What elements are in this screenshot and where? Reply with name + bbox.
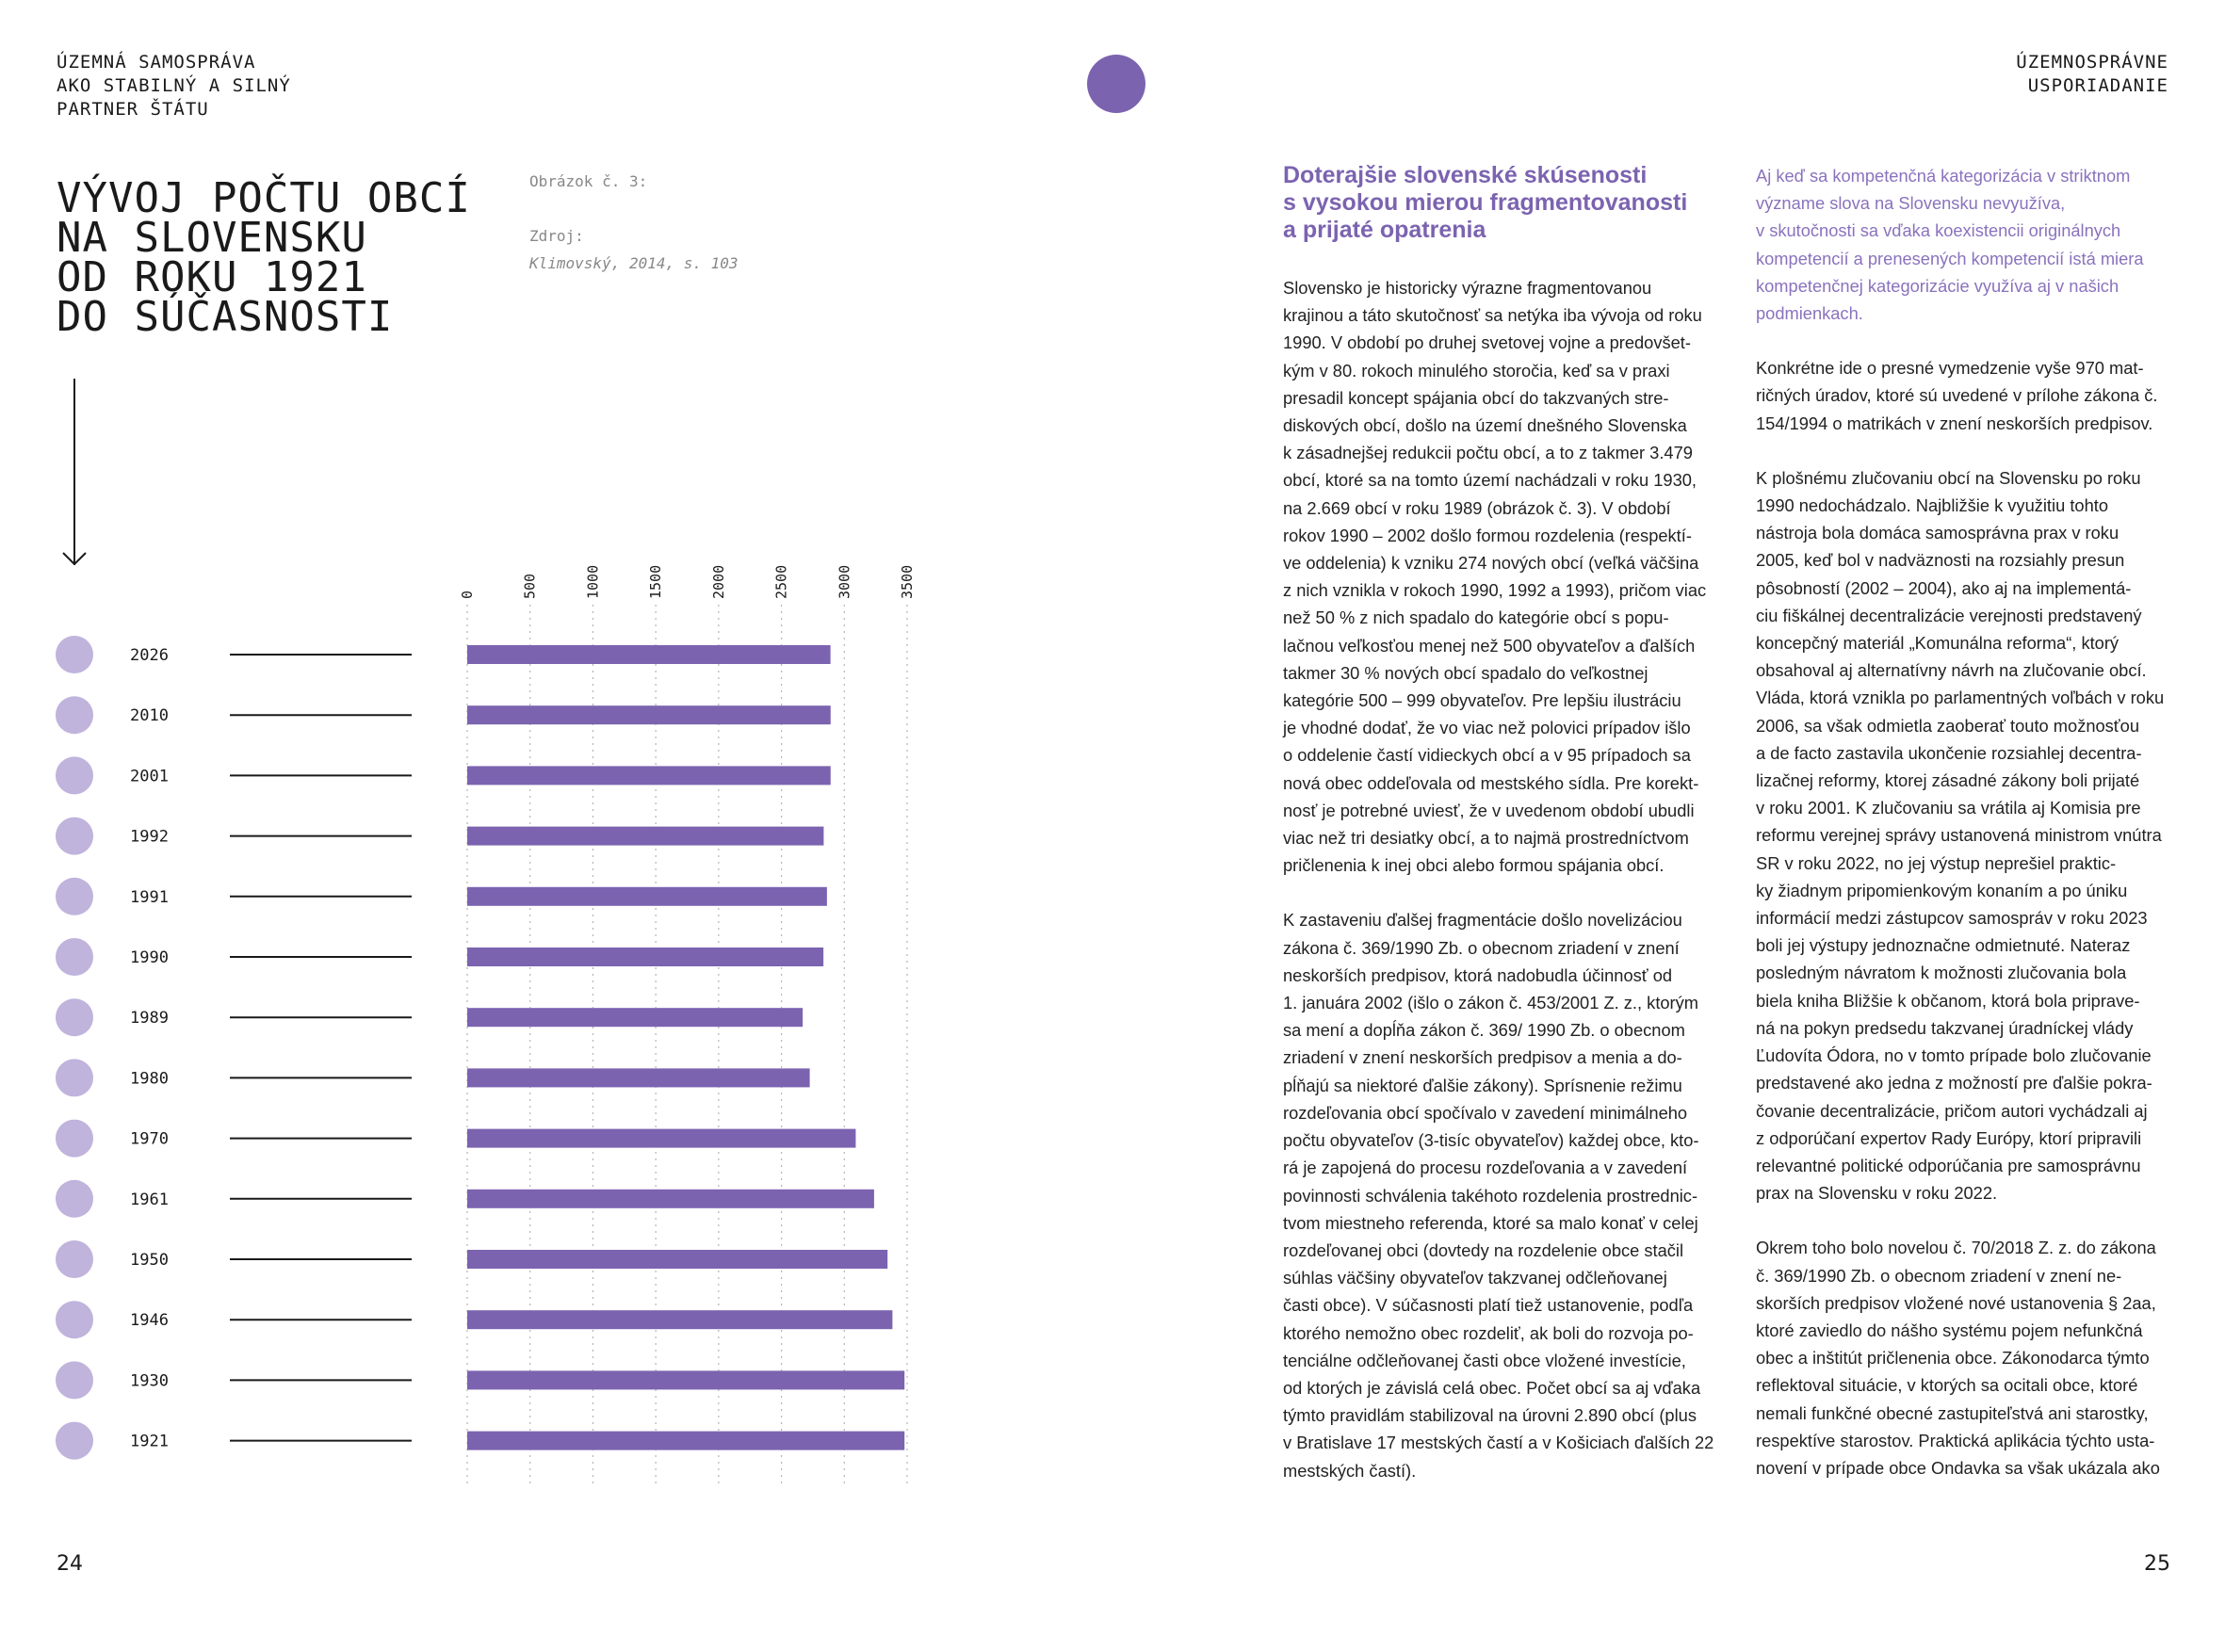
text-line: Okrem toho bolo novelou č. 70/2018 Z. z. do zákona — [1756, 1238, 2156, 1258]
category-label: 2026 — [130, 646, 169, 665]
text-line: kompetenčnej kategorizácie využíva aj v našich — [1756, 275, 2119, 296]
bar — [467, 887, 827, 906]
category-label: 2010 — [130, 706, 169, 726]
category-label: 1961 — [130, 1190, 169, 1209]
text-line: nosť je potrebné uviesť, že v uvedenom období ubudli — [1283, 800, 1695, 820]
text-line: a de facto zastavila ukončenie rozsiahlej decentra- — [1756, 742, 2142, 763]
row-marker-circle — [56, 1422, 93, 1460]
text-line: 154/1994 o matrikách v znení neskorších predpisov. — [1756, 413, 2153, 433]
text-line: reformu verejnej správy ustanovená ministrom vnútra — [1756, 825, 2162, 846]
text-line: K plošnému zlučovaniu obcí na Slovensku po roku — [1756, 467, 2141, 488]
text-line: ktorého nemožno obec rozdeliť, ak boli do rozvoja po- — [1283, 1322, 1694, 1343]
text-line: reflektoval situácie, v ktorých sa ocitali obce, ktoré — [1756, 1375, 2138, 1396]
text-line: obsahoval aj alternatívny návrh na zlučovanie obcí. — [1756, 660, 2147, 681]
text-line: v roku 2001. K zlučovaniu sa vrátila aj Komisia pre — [1756, 798, 2141, 818]
category-label: 1921 — [130, 1432, 169, 1451]
category-label: 1950 — [130, 1251, 169, 1270]
text-line: Konkrétne ide o presné vymedzenie vyše 970 mat- — [1756, 358, 2144, 379]
text-line: krajinou a táto skutočnosť sa netýka iba vývoja od roku — [1283, 305, 1702, 326]
header-line: ÚZEMNOSPRÁVNE — [2016, 52, 2168, 73]
text-line: 1. januára 2002 (išlo o zákon č. 453/2001 Z. z., ktorým — [1283, 993, 1699, 1013]
text-line: lačnou veľkosťou menej než 500 obyvateľov a ďalších — [1283, 635, 1696, 656]
page-number-left: 24 — [57, 1552, 83, 1576]
row-marker-circle — [56, 756, 93, 794]
source-citation: Klimovský, 2014, s. 103 — [529, 254, 739, 272]
text-line: posledným návratom k možnosti zlučovania bola — [1756, 963, 2127, 983]
text-line: 2005, keď bol v nadväznosti na rozsiahly presun — [1756, 550, 2125, 571]
bar — [467, 1008, 803, 1027]
text-line: kategórie 500 – 999 obyvateľov. Pre lepšiu ilustráciu — [1283, 690, 1681, 711]
row-marker-circle — [56, 636, 93, 673]
text-line: rá je zapojená do procesu rozdeľovania a v zavedení — [1283, 1158, 1688, 1178]
text-line: ve oddelenia) k vzniku 274 nových obcí (veľká väčšina — [1283, 553, 1699, 574]
text-line: Vláda, ktorá vznikla po parlamentných voľbách v roku — [1756, 688, 2165, 708]
text-line: ky žiadnym pripomienkovým konaním a po úniku — [1756, 880, 2128, 900]
bar — [467, 645, 831, 664]
text-line: o oddelenie častí vidieckych obcí a v 95 prípadoch sa — [1283, 745, 1691, 766]
header-line: USPORIADANIE — [2027, 75, 2168, 96]
text-line: tenciálne odčleňovanej časti obce vložené investície, — [1283, 1350, 1686, 1370]
text-line: skorších predpisov vložené nové ustanovenia § 2aa, — [1756, 1292, 2156, 1313]
section-heading — [1283, 162, 1714, 244]
row-marker-circle — [56, 1059, 93, 1096]
text-line: z nich vznikla v rokoch 1990, 1992 a 1993), pričom viac — [1283, 580, 1707, 601]
text-line: podmienkach. — [1756, 303, 1863, 324]
category-label: 1970 — [130, 1129, 169, 1149]
row-marker-circle — [56, 1180, 93, 1218]
text-line: v skutočnosti sa vďaka koexistencii originálnych — [1756, 220, 2121, 241]
category-label: 1992 — [130, 827, 169, 847]
tick-label: 2500 — [772, 564, 790, 599]
title-line: NA SLOVENSKU — [57, 214, 367, 262]
figure-caption — [529, 168, 739, 277]
source-label: Zdroj: — [529, 227, 584, 245]
text-line: ričných úradov, ktoré sú uvedené v prílohe zákona č. — [1756, 385, 2158, 406]
caption-spacer — [529, 195, 739, 222]
text-line: ciu fiškálnej decentralizácie verejnosti predstavený — [1756, 605, 2142, 625]
text-line: respektíve starostov. Praktická aplikácia týchto usta- — [1756, 1430, 2155, 1450]
text-line: nová obec oddeľovala od mestského sídla. Pre korekt- — [1283, 772, 1699, 793]
text-line: prax na Slovensku v roku 2022. — [1756, 1183, 1998, 1204]
text-line: z odporúčaní expertov Rady Európy, ktorí pripravili — [1756, 1127, 2142, 1148]
bar — [467, 1310, 892, 1329]
text-line: k zásadnejšej redukcii počtu obcí, a to z takmer 3.479 — [1283, 443, 1693, 463]
text-column-1 — [1283, 162, 1714, 1512]
text-line: SR v roku 2022, no jej výstup neprešiel praktic- — [1756, 852, 2117, 873]
text-line: zriadení v znení neskorších predpisov a menia a do- — [1283, 1047, 1682, 1068]
text-line: rozdeľovania obcí spočívalo v zavedení minimálneho — [1283, 1102, 1688, 1123]
text-line: predstavené ako jedna z možností pre ďalšie pokra- — [1756, 1073, 2152, 1093]
header-line: PARTNER ŠTÁTU — [57, 99, 209, 120]
page-number-right: 25 — [2144, 1552, 2170, 1576]
text-line: neskorších predpisov, ktorá nadobudla účinnosť od — [1283, 964, 1673, 985]
bar — [467, 1190, 874, 1208]
title-line: DO SÚČASNOSTI — [57, 293, 394, 341]
text-line: než 50 % z nich spadalo do kategórie obcí s popu- — [1283, 607, 1669, 628]
text-line: koncepčný materiál „Komunálna reforma“, ktorý — [1756, 633, 2119, 654]
tick-label: 1000 — [584, 564, 602, 599]
text-line: od ktorých je závislá celá obec. Počet obcí sa aj vďaka — [1283, 1377, 1701, 1398]
text-line: ktoré zaviedlo do nášho systému pojem nefunkčná — [1756, 1320, 2143, 1340]
bar — [467, 947, 823, 966]
text-line: rozdeľovanej obci (dovtedy na rozdelenie obce stačil — [1283, 1239, 1684, 1260]
text-line: tvom miestneho referenda, ktoré sa malo konať v celej — [1283, 1212, 1698, 1233]
category-label: 1930 — [130, 1371, 169, 1391]
text-line: sa mení a dopĺňa zákon č. 369/ 1990 Zb. o obecnom — [1283, 1020, 1685, 1041]
text-line: presadil koncept spájania obcí do takzvaných stre- — [1283, 387, 1669, 408]
row-marker-circle — [56, 696, 93, 734]
text-line: 2006, sa však odmietla zaoberať touto možnosťou — [1756, 715, 2139, 736]
text-line: Slovensko je historicky výrazne fragmentovanou — [1283, 278, 1652, 298]
figure-number: Obrázok č. 3: — [529, 172, 648, 190]
paragraph — [1283, 274, 1714, 879]
text-line: povinnosti schválenia takéhoto rozdelenia prostrednic- — [1283, 1185, 1698, 1206]
header-line: ÚZEMNÁ SAMOSPRÁVA — [57, 52, 256, 73]
tick-label: 3000 — [836, 564, 853, 599]
bar — [467, 766, 831, 785]
text-line: pĺňajú sa niektoré ďalšie zákony). Sprísnenie režimu — [1283, 1075, 1682, 1095]
text-line: pričlenenia k inej obci alebo formou spájania obcí. — [1283, 855, 1665, 876]
row-marker-circle — [56, 818, 93, 855]
paragraph — [1756, 354, 2187, 437]
text-line: počtu obyvateľov (3-tisíc obyvateľov) každej obce, kto- — [1283, 1130, 1699, 1151]
text-line: časti obce). V súčasnosti platí tiež ustanovenie, podľa — [1283, 1295, 1694, 1316]
text-line: nástroja bola domáca samosprávna prax v roku — [1756, 523, 2119, 543]
text-line: 1990 nedochádzalo. Najbližšie k využitiu tohto — [1756, 495, 2108, 516]
text-line: č. 369/1990 Zb. o obecnom zriadení v znení ne- — [1756, 1265, 2122, 1286]
tick-label: 500 — [521, 573, 539, 599]
text-line: 1990. V období po druhej svetovej vojne a predovšet- — [1283, 332, 1691, 353]
header-line: AKO STABILNÝ A SILNÝ — [57, 75, 291, 96]
text-line: viac než tri desiatky obcí, a to najmä prostredníctvom — [1283, 828, 1689, 849]
row-marker-circle — [56, 1361, 93, 1399]
down-arrow-icon — [73, 379, 75, 565]
title-line: OD ROKU 1921 — [57, 253, 367, 301]
paragraph — [1756, 1234, 2187, 1482]
text-line: týmto pravidlám stabilizoval na úrovni 2.890 obcí (plus — [1283, 1405, 1697, 1426]
bar — [467, 705, 831, 724]
bar — [467, 1370, 904, 1389]
running-header-right — [2016, 51, 2168, 98]
text-line: takmer 30 % nových obcí spadalo do veľkostnej — [1283, 662, 1648, 683]
text-line: novení v prípade obce Ondavka sa však ukázala ako — [1756, 1457, 2160, 1478]
text-line: pôsobností (2002 – 2004), ako aj na implementá- — [1756, 577, 2132, 598]
category-label: 1991 — [130, 887, 169, 907]
tick-label: 3500 — [899, 564, 916, 599]
text-line: relevantné politické odporúčania pre samosprávnu — [1756, 1155, 2141, 1175]
bar — [467, 827, 823, 846]
category-label: 1990 — [130, 948, 169, 967]
text-line: obec a inštitút pričlenenia obce. Zákonodarca týmto — [1756, 1348, 2150, 1369]
row-marker-circle — [56, 1240, 93, 1278]
text-line: biela kniha Bližšie k občanom, ktorá bola priprave- — [1756, 990, 2140, 1011]
text-line: kým v 80. rokoch minulého storočia, keď sa v praxi — [1283, 360, 1670, 381]
figure-title — [57, 174, 471, 341]
paragraph — [1756, 464, 2187, 1207]
text-line: nemali funkčné obecné zastupiteľstvá ani starostky, — [1756, 1402, 2149, 1423]
text-line: na 2.669 obcí v roku 1989 (obrázok č. 3). V období — [1283, 497, 1671, 518]
text-line: význame slova na Slovensku nevyužíva, — [1756, 193, 2066, 214]
row-marker-circle — [56, 1301, 93, 1338]
row-marker-circle — [56, 1120, 93, 1158]
category-label: 1946 — [130, 1311, 169, 1331]
text-line: je vhodné dodať, že vo viac než polovici prípadov išlo — [1283, 718, 1691, 738]
bar — [467, 1250, 887, 1269]
category-label: 1980 — [130, 1069, 169, 1089]
text-line: lizačnej reformy, ktorej zásadné zákony boli prijaté — [1756, 770, 2140, 791]
row-marker-circle — [56, 998, 93, 1036]
row-marker-circle — [56, 938, 93, 976]
text-line: informácií medzi zástupcov samospráv v roku 2023 — [1756, 908, 2148, 929]
text-line: diskových obcí, došlo na území dnešného Slovenska — [1283, 415, 1687, 436]
text-line: Ľudovíta Ódora, no v tomto prípade bolo zlučovanie — [1756, 1045, 2152, 1066]
tick-label: 0 — [459, 590, 476, 599]
text-column-2 — [1756, 162, 2187, 1509]
text-line: zákona č. 369/1990 Zb. o obecnom zriadení v znení — [1283, 937, 1680, 958]
running-header-left — [57, 51, 291, 121]
text-line: čovanie decentralizácie, pričom autori vychádzali aj — [1756, 1100, 2148, 1121]
category-label: 2001 — [130, 767, 169, 786]
bar — [467, 1432, 904, 1450]
text-line: v Bratislave 17 mestských častí a v Košiciach ďalších 22 — [1283, 1433, 1714, 1453]
bar — [467, 1068, 810, 1087]
text-line: rokov 1990 – 2002 došlo formou rozdelenia (respektí- — [1283, 525, 1692, 545]
heading-line: a prijaté opatrenia — [1283, 217, 1486, 243]
text-line: kompetencií a prenesených kompetencií istá miera — [1756, 248, 2144, 268]
tick-label: 1500 — [647, 564, 665, 599]
title-line: VÝVOJ POČTU OBCÍ — [57, 174, 471, 222]
category-label: 1989 — [130, 1009, 169, 1028]
text-line: mestských častí). — [1283, 1460, 1417, 1481]
heading-line: Doterajšie slovenské skúsenosti — [1283, 162, 1648, 188]
text-line: K zastaveniu ďalšej fragmentácie došlo novelizáciou — [1283, 910, 1682, 931]
text-line: obcí, ktoré sa na tomto území nachádzali v roku 1930, — [1283, 470, 1697, 491]
decorative-circle — [1087, 55, 1145, 113]
bar-chart — [0, 556, 942, 1498]
highlight-paragraph — [1756, 162, 2187, 327]
row-marker-circle — [56, 878, 93, 915]
text-line: boli jej výstupy jednoznačne odmietnuté. Nateraz — [1756, 935, 2131, 956]
text-line: súhlas väčšiny obyvateľov takzvanej odčleňovanej — [1283, 1268, 1667, 1288]
text-line: ná na pokyn predsedu takzvanej úradníckej vlády — [1756, 1017, 2134, 1038]
text-line: Aj keď sa kompetenčná kategorizácia v striktnom — [1756, 166, 2131, 186]
bar — [467, 1129, 855, 1148]
heading-line: s vysokou mierou fragmentovanosti — [1283, 189, 1688, 216]
tick-label: 2000 — [709, 564, 727, 599]
paragraph — [1283, 906, 1714, 1483]
